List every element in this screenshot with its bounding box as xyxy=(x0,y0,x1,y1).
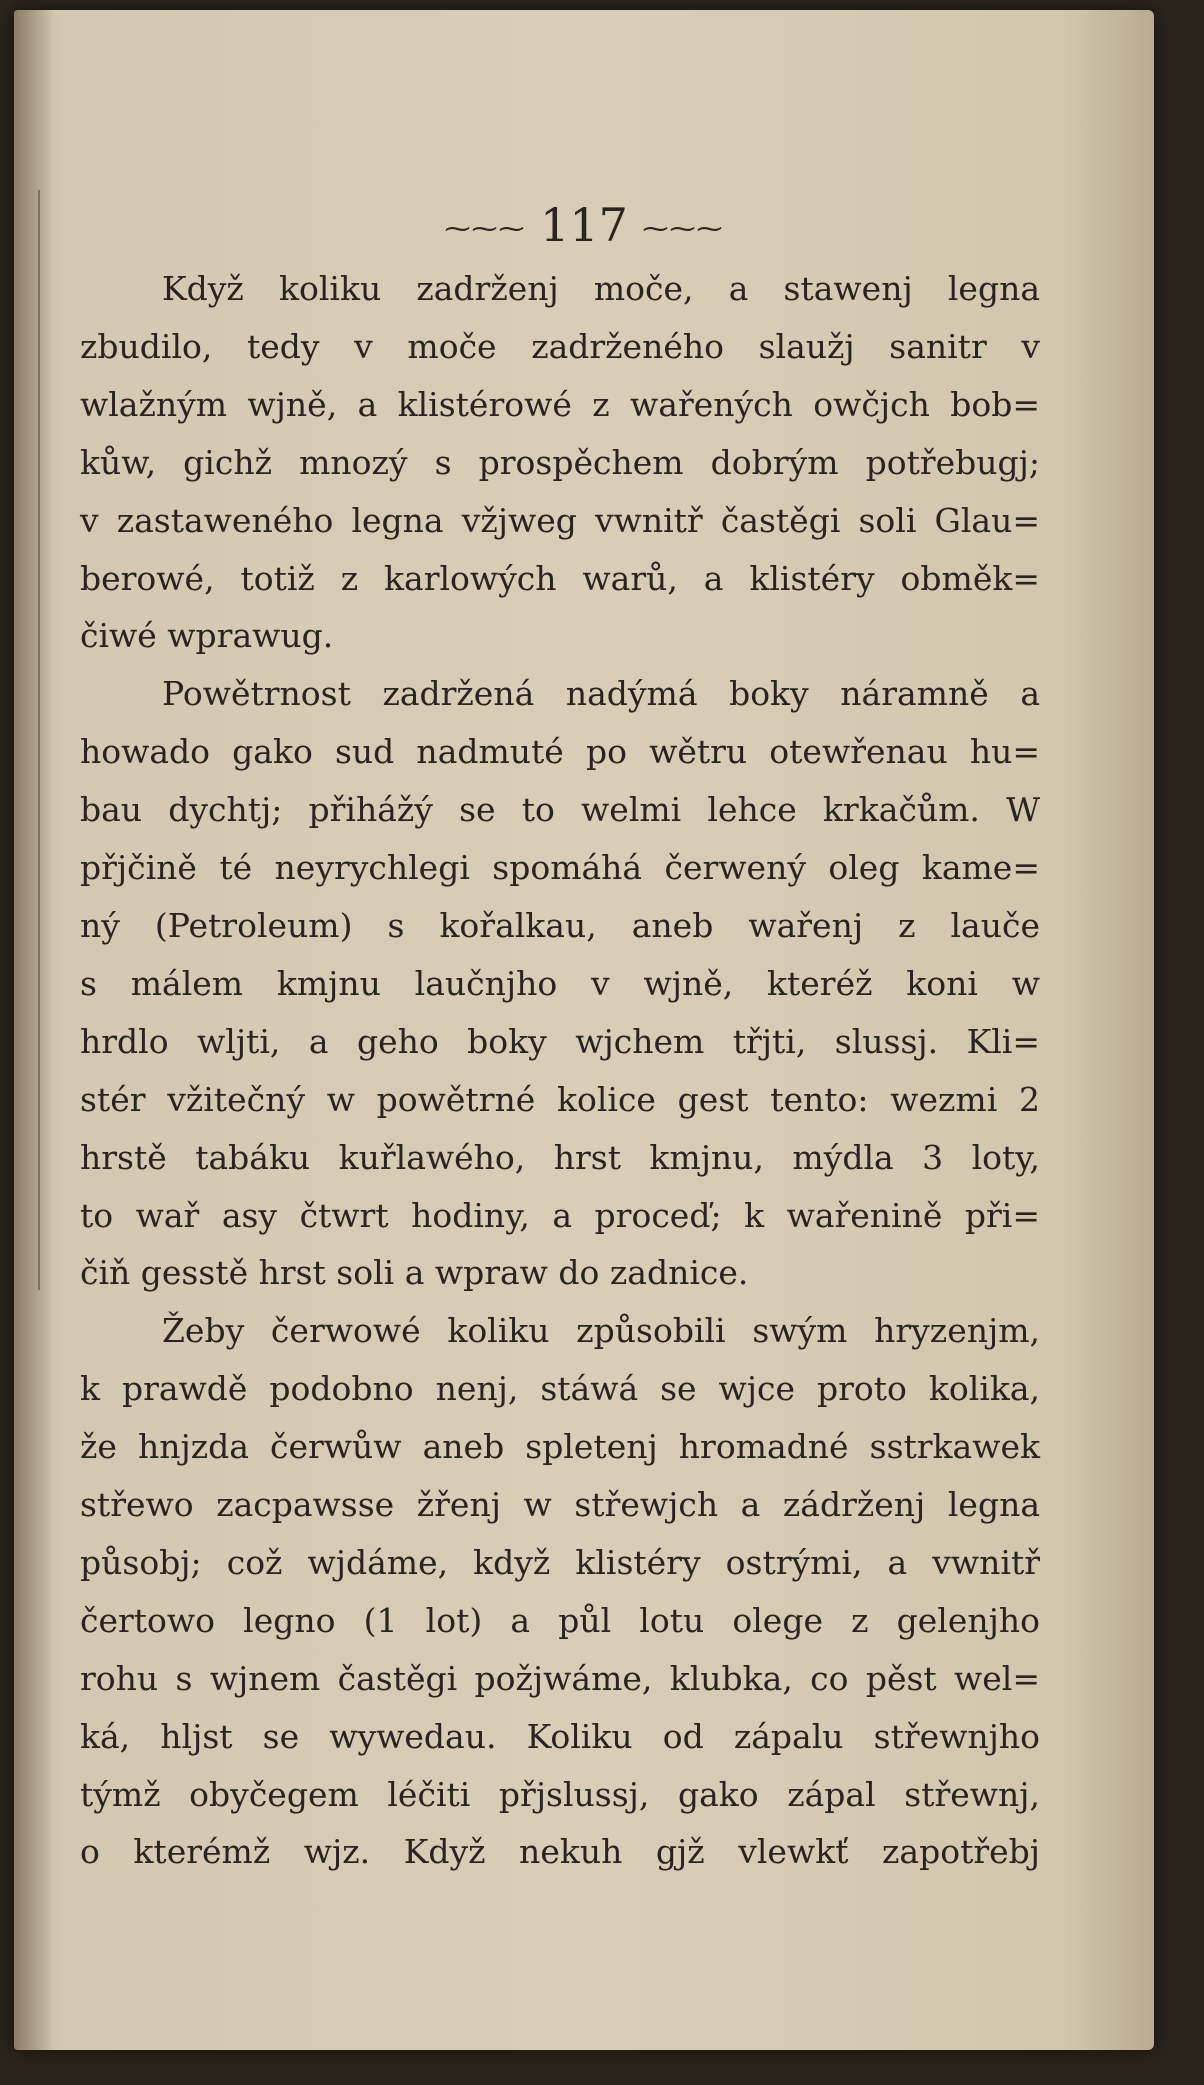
page-number: 117 xyxy=(540,198,628,252)
header-ornament-right: ⁓⁓⁓ xyxy=(642,214,724,244)
text-line: o kterémž wjz. Když nekuh gjž vlewkť zapotřebj xyxy=(80,1832,1040,1872)
text-line: bau dychtj; přihážý se to welmi lehce krkačům. W xyxy=(80,790,1040,830)
text-line: hrstě tabáku kuřlawého, hrst kmjnu, mýdla 3 loty, xyxy=(80,1137,1040,1177)
body-text xyxy=(80,260,1040,1881)
text-line: čertowo legno (1 lot) a půl lotu olege z gelenjho xyxy=(80,1600,1040,1640)
paragraph xyxy=(80,260,1040,665)
text-line: berowé, totiž z karlowých warů, a klistéry obměk= xyxy=(80,558,1040,598)
text-line: s málem kmjnu laučnjho v wjně, kteréž koni w xyxy=(80,963,1040,1003)
text-line: k prawdě podobno nenj, stáwá se wjce proto kolika, xyxy=(80,1369,1040,1409)
book-page xyxy=(14,10,1154,2050)
text-line: čiň gesstě hrst soli a wpraw do zadnice. xyxy=(80,1253,749,1293)
text-line: že hnjzda čerwůw aneb spletenj hromadné sstrkawek xyxy=(80,1427,1040,1467)
text-line: to wař asy čtwrt hodiny, a proceď; k wařenině při= xyxy=(80,1195,1040,1235)
page-header xyxy=(14,198,1154,252)
text-line: rohu s wjnem častěgi požjwáme, klubka, co pěst wel= xyxy=(80,1658,1040,1698)
text-line: zbudilo, tedy v moče zadrženého slaužj sanitr v xyxy=(80,326,1040,366)
text-line: ká, hljst se wywedau. Koliku od zápalu střewnjho xyxy=(80,1716,1040,1756)
text-line: přjčině té neyrychlegi spomáhá čerwený oleg kame= xyxy=(80,848,1040,888)
header-ornament-left: ⁓⁓⁓ xyxy=(444,214,526,244)
text-line: Když koliku zadrženj moče, a stawenj legna xyxy=(162,269,1040,308)
text-line: hrdlo wljti, a geho boky wjchem třjti, slussj. Kli= xyxy=(80,1021,1040,1061)
margin-rule xyxy=(38,190,40,1290)
text-line: Žeby čerwowé koliku způsobili swým hryzenjm, xyxy=(162,1311,1040,1351)
text-line: střewo zacpawsse žřenj w střewjch a zádrženj legna xyxy=(80,1485,1040,1525)
paragraph xyxy=(80,665,1040,1302)
text-line: v zastaweného legna vžjweg vwnitř častěgi soli Glau= xyxy=(80,500,1040,540)
text-line: čiwé wprawug. xyxy=(80,616,334,656)
text-line: týmž obyčegem léčiti přjslussj, gako zápal střewnj, xyxy=(80,1774,1040,1814)
paragraph xyxy=(80,1302,1040,1881)
text-line: stér vžitečný w powětrné kolice gest tento: wezmi 2 xyxy=(80,1079,1040,1119)
text-line: Powětrnost zadržená nadýmá boky náramně a xyxy=(162,674,1040,714)
text-line: wlažným wjně, a klistérowé z wařených owčjch bob= xyxy=(80,384,1040,424)
spine-shadow xyxy=(14,10,54,2050)
text-line: kůw, gichž mnozý s prospěchem dobrým potřebugj; xyxy=(80,442,1040,482)
text-line: ný (Petroleum) s kořalkau, aneb wařenj z lauče xyxy=(80,905,1040,945)
text-line: působj; což wjdáme, když klistéry ostrými, a vwnitř xyxy=(80,1542,1040,1582)
text-line: howado gako sud nadmuté po wětru otewřenau hu= xyxy=(80,732,1040,772)
